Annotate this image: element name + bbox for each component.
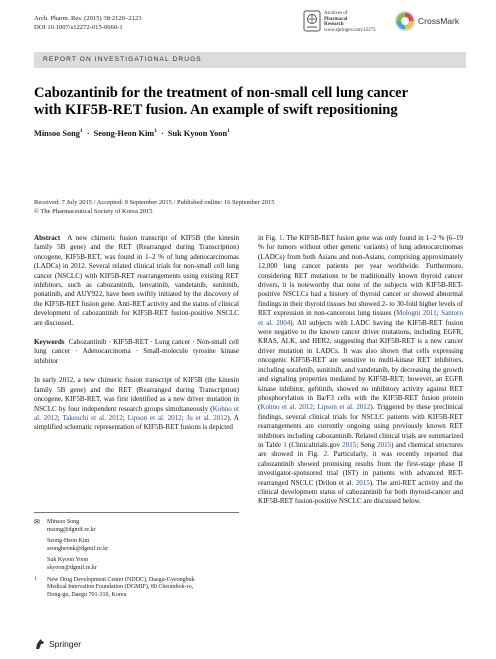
contact-email[interactable]: msong@dgmif.re.kr (47, 526, 96, 533)
journal-logo-line: www.springer.com/12272 (324, 27, 376, 33)
journal-logo[interactable] (303, 8, 385, 34)
corresponding-author-contacts (34, 519, 239, 573)
crossmark-label: CrossMark (418, 16, 460, 26)
citation-link[interactable]: Santoro et al. 2004 (258, 309, 463, 327)
copyright-line: © The Pharmaceutical Society of Korea 2015 (34, 207, 153, 215)
dates-line: Received: 7 July 2015 / Accepted: 9 September 2015 / Published online: 16 September 2015 (34, 199, 275, 206)
publication-dates (34, 199, 274, 216)
envelope-icon: ✉ (34, 518, 40, 526)
contact-name: Seong-Heon Kim (47, 538, 90, 545)
keywords-label: Keywords (34, 338, 65, 347)
affiliation-line: New Drug Development Center (NDDC), Daegu-Gyeongbuk (47, 576, 195, 583)
article-title (34, 85, 474, 119)
affiliation-line: Medical Innovation Foundation (DGMIF), 80 Cheombok-ro, (47, 584, 194, 591)
journal-info (34, 14, 142, 32)
title-line: with KIF5B-RET fusion. An example of swift repositioning (34, 102, 398, 118)
author-name[interactable]: Suk Kyoon Yoon (167, 129, 228, 138)
abstract-label: Abstract (34, 234, 61, 242)
journal-citation: Arch. Pharm. Res. (2015) 38:2120–2123 (34, 15, 142, 22)
citation-link[interactable]: 2015 (377, 440, 392, 449)
springer-horse-icon (34, 638, 46, 650)
crossmark-badge[interactable] (395, 10, 467, 32)
affiliation-marker: 1 (34, 576, 37, 582)
abstract (34, 234, 239, 328)
abstract-text: A new chimeric fusion transcript of KIF5B (the kinesin family 5B gene) and the RET (Rearranged during Transcription) oncogene, KIF5B-RET, was found in 1–2 % of lung adenocarcinomas (LADCs) in 2012. Several related clinical trials for non-small cell lung cancer (NSCLC) with KIF5B-RET rearrangements using existing RET inhibitors, such as cabozantinib, lenvatinib, vandetanib, sunitinib, ponatinib, and AUY922, have been swiftly initiated by the discovery of the KIF5B-RET fusion gene. Anti-RET activity and the status of clinical development of cabozantinib for KIF5B-RET fusion-positive NSCLC are discussed. (34, 234, 239, 327)
pharmacal-society-emblem-icon (303, 10, 321, 32)
left-column (34, 234, 239, 433)
journal-logo-line: Archives of (324, 11, 348, 16)
table-link[interactable]: 1 (283, 440, 287, 449)
citation-link[interactable]: 2015 (342, 440, 357, 449)
citation-link[interactable]: Kohno et al. 2012 (260, 403, 313, 412)
section-banner-label: REPORT ON INVESTIGATIONAL DRUGS (43, 56, 202, 63)
citation-link[interactable]: Lipson et al. 2012 (317, 403, 371, 412)
citation-link[interactable]: Takeuchi et al. 2012 (62, 413, 123, 422)
contact-email[interactable]: seongheonk@dgmif.re.kr (47, 545, 109, 552)
affiliation-line: Dong-gu, Daegu 701-310, Korea (47, 591, 127, 598)
journal-logo-text (324, 11, 376, 33)
title-line: Cabozantinib for the treatment of non-small cell lung cancer (34, 85, 409, 101)
author-affiliation-mark: 1 (227, 128, 230, 134)
body-paragraph: in Fig. 1. The KIF5B-RET fusion gene was only found in 1–2 % (6–19 % for tumors without other genetic variants) of lung adenocarcinomas (LADCs) from both Asians and non-Asians, comprising approximately 12,000 lung cancer patients per year worldwide. Furthermore, considering RET mutations to be traditionally known thyroid cancer drivers, it is noteworthy that none of the subjects with KIF5B-RET-positive NSCLCs had a history of thyroid cancer or showed abnormal findings in their thyroid tissues but showed 2- to 30-fold higher levels of RET expression in non-cancerous lung tissues (Mologni 2011; Santoro et al. 2004). All subjects with LADC having the KIF5B-RET fusion were negative to the known cancer driver mutations, including EGFR, KRAS, ALK, and HER2, suggesting that KIF5B-RET is a new cancer driver mutation in LADCs. It was also shown that cells expressing oncogenic KIF5B-RET are sensitive to multi-kinase RET inhibitors, including sorafenib, sunitinib, and vandetanib, by decreasing the growth and signaling properties mediated by KIF5B-RET; however, an EGFR kinase inhibitor, gefitinib, showed no inhibitory activity against RET phosphorylation in Ba/F3 cells with the KIF5B-RET fusion protein (Kohno et al. 2012; Lipson et al. 2012). Triggered by these preclinical findings, several clinical trials for NSCLC patients with KIF5B-RET rearrangements are currently ongoing using previously known RET inhibitors including cabozantinib. Related clinical trials are summarized in Table 1 (Clinicaltrials.gov 2015; Song 2015) and chemical structures are showed in Fig. 2. Particularly, it was recently reported that cabozantinib showed promising results from the first-stage phase II investigator-sponsored trial (IST) in patients with advanced RET-rearranged NSCLC (Drilon et al. 2015). The anti-RET activity and the clinical development status of cabozantinib for both thyroid-cancer and KIF5B-RET fusion-positive NSCLC are discussed below. (258, 234, 464, 506)
author-list (34, 128, 230, 138)
citation-link[interactable]: Kohno et al. 2012 (34, 404, 240, 422)
contact-name: Suk Kyoon Yoon (47, 557, 89, 564)
contact-email[interactable]: skyoon@dgmif.re.kr (47, 564, 97, 571)
intro-paragraph: In early 2012, a new chimeric fusion transcript of KIF5B (the kinesin family 5B gene) and the RET (Rearranged during Transcription) oncogene, KIF5B-RET, was first identified as a new driver mutation in NSCLC by four independent research groups simultaneously (Kohno et al. 2012; Takeuchi et al. 2012; Lipson et al. 2012; Ju et al. 2012). A simplified schematic representation of KIF5B-RET fusions is depicted (34, 376, 240, 432)
keywords-text: Cabozantinib · KIF5B-RET · Lung cancer · Non-small cell lung cancer · Adenocarcinoma · Small-molecule tyrosine kinase inhibitor (34, 338, 239, 365)
section-banner (34, 52, 466, 68)
author-affiliation-mark: 1 (154, 128, 157, 134)
author-name[interactable]: Seong-Heon Kim (93, 129, 155, 138)
citation-link[interactable]: Lipson et al. 2012 (127, 413, 182, 422)
figure-link[interactable]: 2 (323, 450, 328, 459)
author-separator: · (86, 129, 90, 138)
footnotes (34, 519, 239, 603)
citation-link[interactable]: Mologni 2011 (396, 309, 437, 318)
citation-link[interactable]: 2015 (355, 478, 370, 487)
affiliation-footnote (34, 577, 239, 600)
author-separator: · (161, 129, 164, 138)
journal-logo-line: Research (324, 22, 344, 28)
springer-logo (34, 637, 104, 651)
right-column (258, 234, 463, 507)
author-name[interactable]: Minsoo Song (34, 129, 80, 138)
author-affiliation-mark: 1 (79, 128, 83, 134)
footnote-divider (34, 512, 239, 513)
springer-label: Springer (49, 639, 82, 649)
doi-link[interactable]: DOI 10.1007/s12272-015-0660-1 (34, 24, 123, 31)
figure-link[interactable]: 1 (278, 234, 283, 242)
journal-logo-line: Pharmacal (324, 16, 348, 22)
crossmark-icon (395, 11, 415, 31)
contact-name: Minsoo Song (47, 519, 80, 525)
keywords (34, 338, 239, 366)
citation-link[interactable]: Ju et al. 2012 (186, 413, 228, 422)
